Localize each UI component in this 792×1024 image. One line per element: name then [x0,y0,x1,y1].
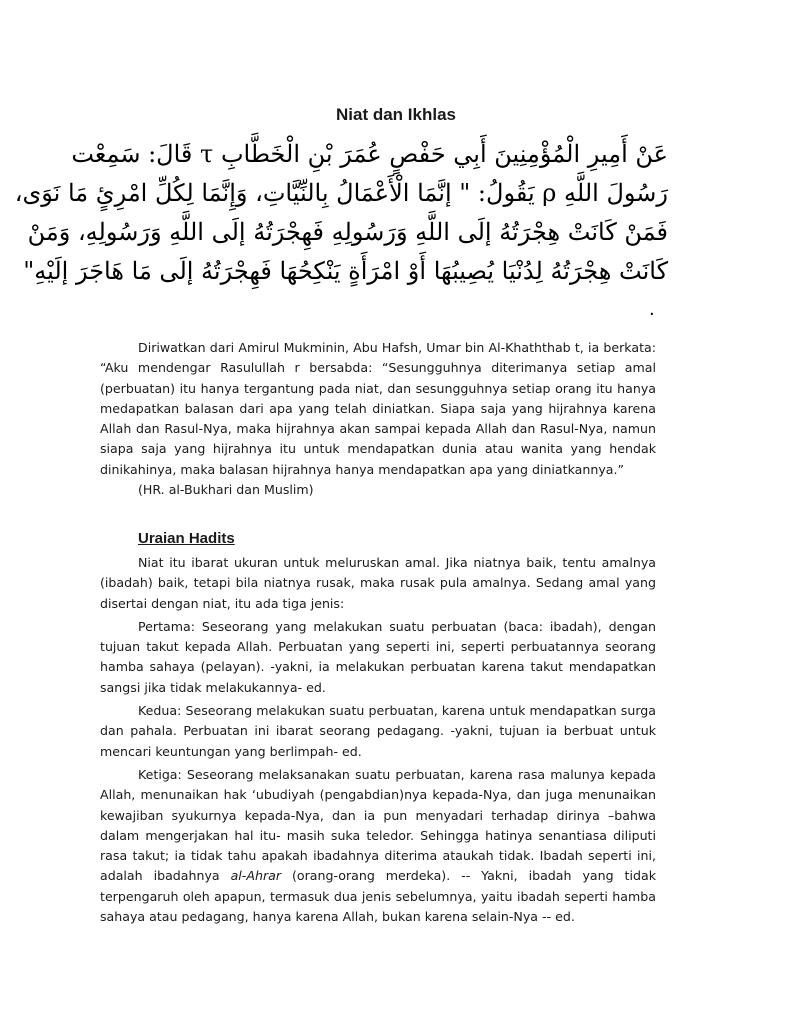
section-body [100,553,656,927]
hadith-arabic-line: رَسُولَ اللَّهِ ρ يَقُولُ: " إنَّمَا الْأَعْمَالُ بِالنِّيَّاتِ، وَإِنَّمَا لِكُلِّ امْرِئٍ مَا نَوَى، [14,179,668,207]
italic-term: al-Ahrar [230,868,282,884]
hadith-reference: (HR. al-Bukhari dan Muslim) [138,482,314,498]
hadith-arabic-text [14,135,668,291]
body-text: (orang-orang merdeka). -- Yakni, ibadah yang tidak terpengaruh oleh apapun, termasuk dua jenis sebelumnya, yaitu ibadah seperti hamba sahaya atau pedagang, hanya karena Allah, bukan karena selain-Nya -- ed. [100,868,656,925]
translation-paragraph: Diriwatkan dari Amirul Mukminin, Abu Hafsh, Umar bin Al-Khaththab t, ia berkata: “Aku mendengar Rasulullah r bersabda: “Sesungguhnya diterimanya setiap amal (perbuatan) itu hanya tergantung pada niat, dan sesungguhnya setiap orang itu hanya medapatkan balasan dari apa yang telah diniatkan. Siapa saja yang hijrahnya karena Allah dan Rasul-Nya, maka hijrahnya akan sampai kepada Allah dan Rasul-Nya, namun siapa saja yang hijrahnya itu untuk mendapatkan dunia atau wanita yang hendak dinikahinya, maka balasan hijrahnya hanya mendapatkan apa yang diniatkannya.” [100,340,656,477]
hadith-translation [100,338,656,500]
document-title: Niat dan Ikhlas [336,105,456,124]
body-text: Ketiga: Seseorang melaksanakan suatu perbuatan, karena rasa malunya kepada Allah, menunaikan hak ‘ubudiyah (pengabdian)nya kepada-Nya, dan juga menunaikan kewajiban syukurnya kepada-Nya, dan ia pun menyadari terhadap dirinya –bahwa dalam mengerjakan hal itu- masih suka teledor. Sehingga hatinya senantiasa diliputi rasa takut; ia tidak tahu apakah ibadahnya diterima ataukah tidak. Ibadah seperti ini, adalah ibadahnya [100,766,656,884]
body-paragraph-second: Kedua: Seseorang melakukan suatu perbuatan, karena untuk mendapatkan surga dan pahala. Perbuatan ini ibarat seorang pedagang. -yakni, tujuan ia berbuat untuk mencari keuntungan yang berlimpah- ed. [100,703,656,759]
hadith-arabic-line: فَمَنْ كَانَتْ هِجْرَتُهُ إلَى اللَّهِ وَرَسُولِهِ فَهِجْرَتُهُ إلَى اللَّهِ وَرَسُولِهِ، وَمَنْ [27,218,668,246]
hadith-arabic-end-mark: . [649,299,655,320]
body-paragraph-first: Pertama: Seseorang yang melakukan suatu perbuatan (baca: ibadah), dengan tujuan takut kepada Allah. Perbuatan yang seperti ini, seperti perbuatannya seorang hamba sahaya (pelayan). -yakni, ia melakukan perbuatan karena takut mendapatkan sangsi jika tidak melakukannya- ed. [100,618,656,695]
body-paragraph-intro: Niat itu ibarat ukuran untuk meluruskan amal. Jika niatnya baik, tentu amalnya (ibadah) baik, tetapi bila niatnya rusak, maka rusak pula amalnya. Sedang amal yang disertai dengan niat, itu ada tiga jenis: [100,555,656,611]
body-paragraph-third [100,765,656,927]
hadith-arabic-line: كَانَتْ هِجْرَتُهُ لِدُنْيَا يُصِيبُهَا أَوْ امْرَأَةٍ يَنْكِحُهَا فَهِجْرَتُهُ إلَى مَا هَاجَرَ إلَيْهِ" [23,257,668,285]
section-heading: Uraian Hadits [138,530,235,547]
hadith-arabic-line: عَنْ أَمِيرِ الْمُؤْمِنِينَ أَبِي حَفْصٍ عُمَرَ بْنِ الْخَطَّابِ τ قَالَ: سَمِعْت [71,140,668,168]
